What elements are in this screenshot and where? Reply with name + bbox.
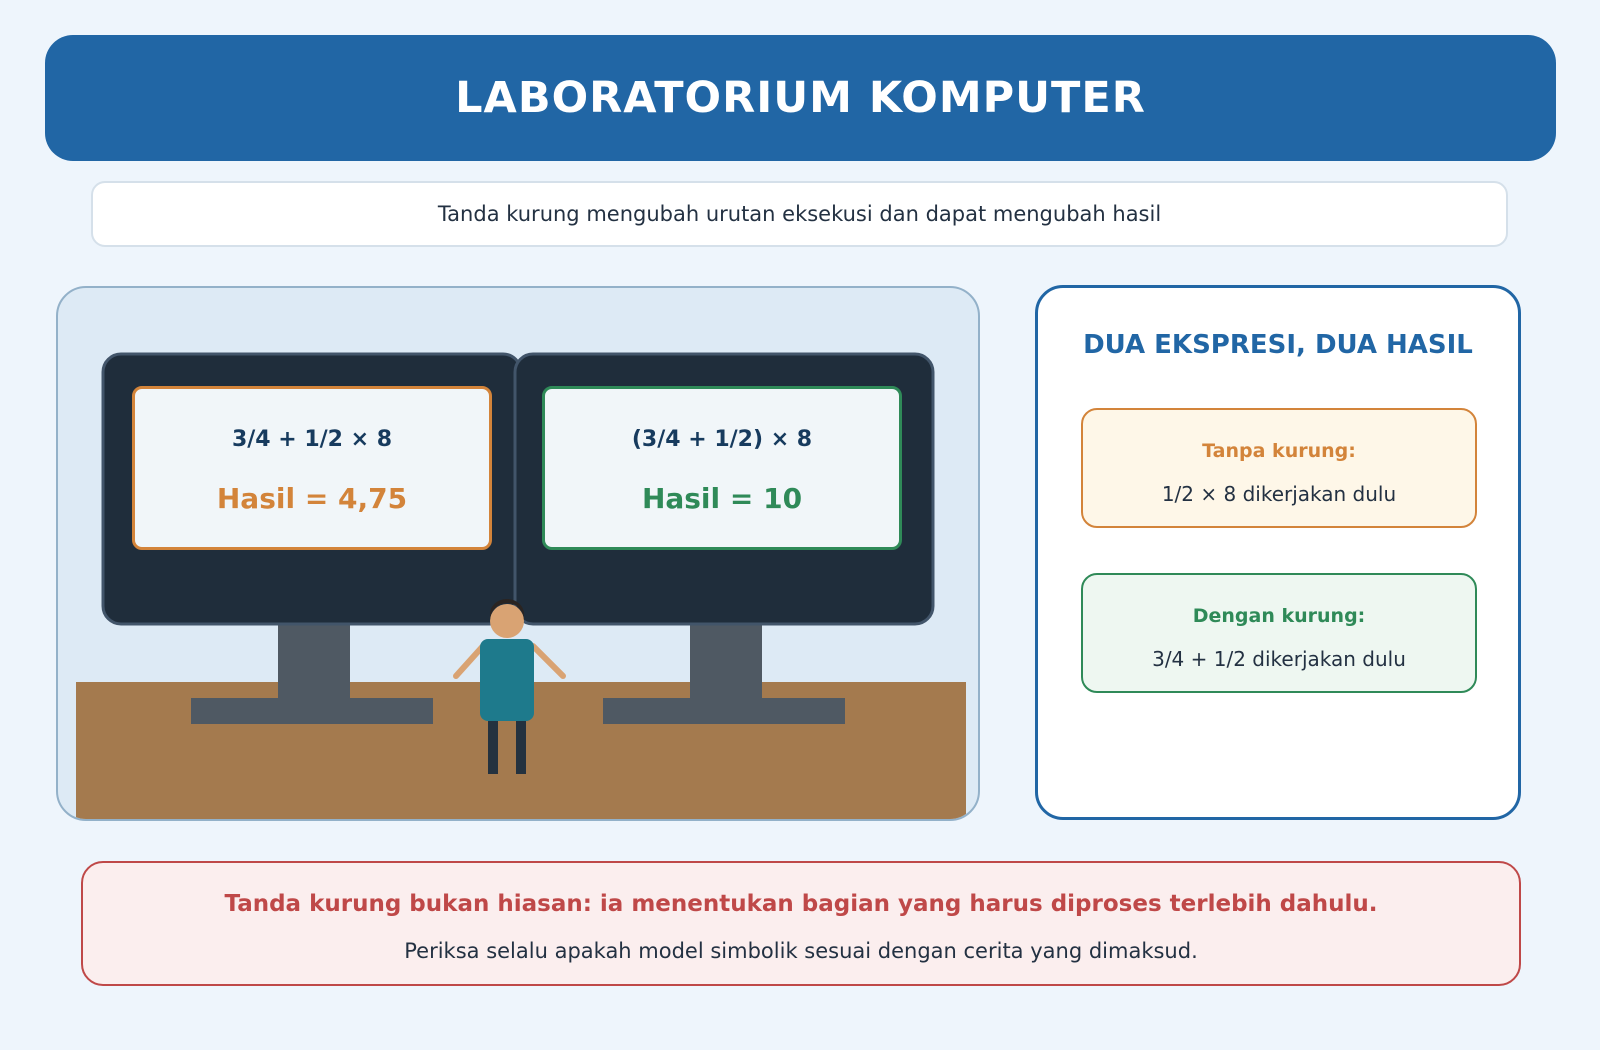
card-text: 3/4 + 1/2 dikerjakan dulu (1152, 647, 1406, 671)
right-result: Hasil = 10 (641, 482, 803, 515)
right-monitor-base (603, 698, 845, 724)
left-monitor-screen (132, 386, 492, 550)
left-monitor-base (191, 698, 433, 724)
card-label: Dengan kurung: (1192, 605, 1366, 627)
without-parentheses-card (1081, 408, 1477, 528)
student-head (490, 604, 524, 638)
student-right-arm (533, 646, 563, 676)
scene-illustration (58, 288, 980, 821)
student-left-arm (456, 646, 483, 676)
left-result: Hasil = 4,75 (216, 482, 408, 515)
right-monitor-neck (690, 620, 762, 700)
card-text: 1/2 × 8 dikerjakan dulu (1161, 482, 1397, 506)
student-right-leg (516, 718, 526, 774)
warning-box (81, 861, 1521, 986)
info-panel (1035, 285, 1521, 820)
with-parentheses-card (1081, 573, 1477, 693)
computer-lab-scene (56, 286, 980, 821)
left-expression: 3/4 + 1/2 × 8 (231, 427, 393, 452)
left-monitor-neck (278, 620, 350, 700)
student-left-leg (488, 718, 498, 774)
right-expression: (3/4 + 1/2) × 8 (631, 427, 813, 452)
header-banner (45, 35, 1556, 161)
info-panel-title: DUA EKSPRESI, DUA HASIL (1083, 330, 1473, 360)
warning-text: Periksa selalu apakah model simbolik sesuai dengan cerita yang dimaksud. (404, 939, 1198, 963)
card-label: Tanpa kurung: (1202, 440, 1356, 462)
page-title: LABORATORIUM KOMPUTER (455, 73, 1146, 123)
subtitle-box (91, 181, 1508, 247)
subtitle-text: Tanda kurung mengubah urutan eksekusi dan dapat mengubah hasil (437, 202, 1162, 226)
right-monitor-screen (542, 386, 902, 550)
warning-title: Tanda kurung bukan hiasan: ia menentukan bagian yang harus diproses terlebih dahulu. (224, 891, 1378, 917)
student-body (480, 639, 534, 721)
